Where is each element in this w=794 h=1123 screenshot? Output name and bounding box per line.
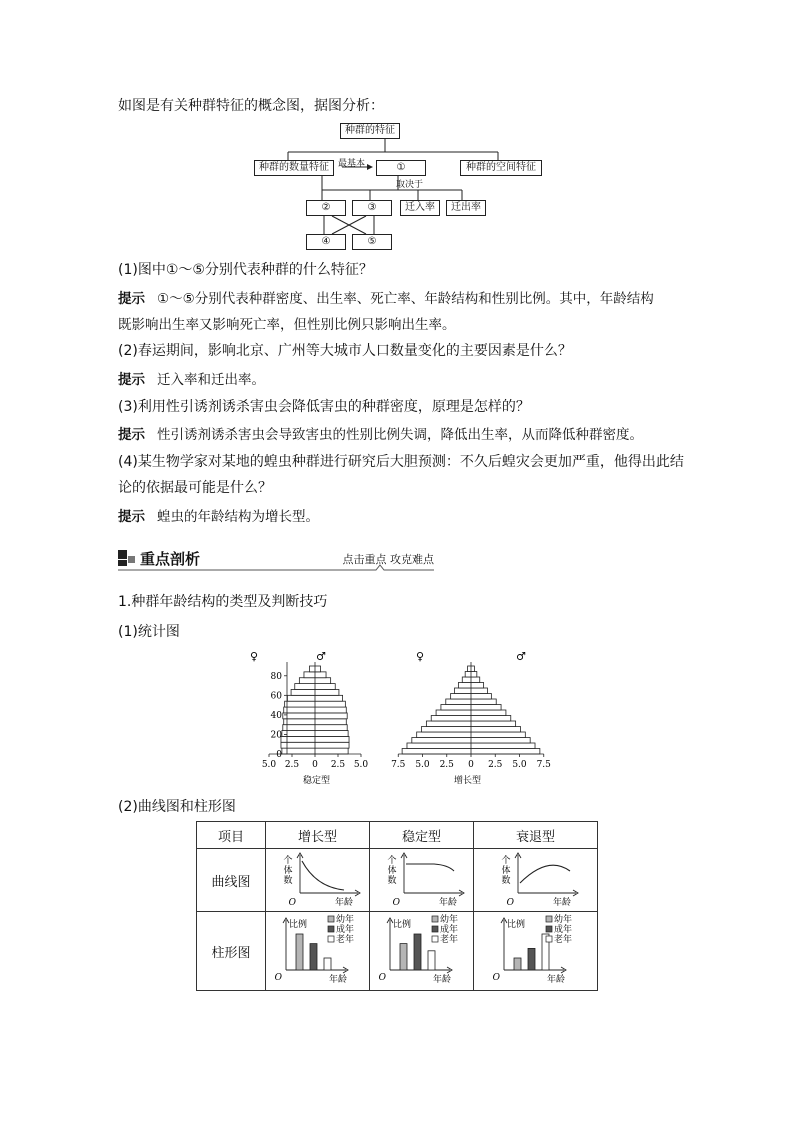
curve-x-label: 年龄 <box>552 898 571 907</box>
concept-quantity-box: 种群的数量特征 <box>254 160 334 176</box>
answer-3-text: 性引诱剂诱杀害虫会导致害虫的性别比例失调，降低出生率，从而降低种群密度。 <box>157 427 643 443</box>
bar-x-label: 年龄 <box>328 975 347 985</box>
bar-old <box>428 951 435 970</box>
concept-box-3: ③ <box>352 200 392 216</box>
legend-label-young: 幼年 <box>335 915 354 925</box>
legend-label-old: 老年 <box>439 935 458 945</box>
subheading-stat-chart: (1)统计图 <box>118 624 180 640</box>
table-row-bar-label: 柱形图 <box>197 912 266 991</box>
curve-x-label: 年龄 <box>438 898 457 907</box>
bar-adult <box>310 944 317 970</box>
legend-swatch-adult <box>328 926 334 932</box>
answer-2-text: 迁入率和迁出率。 <box>157 372 265 388</box>
table-row-curve-label: 曲线图 <box>197 849 266 912</box>
bar-old <box>324 958 331 970</box>
stable-x-tick-label: 5.0 <box>261 760 277 770</box>
question-2: (2)春运期间，影响北京、广州等大城市人口数量变化的主要因素是什么？ <box>118 343 572 359</box>
hint-label: 提示 <box>118 509 145 525</box>
curve-chart-stable <box>372 849 472 907</box>
answer-1-line1 <box>118 289 654 309</box>
growth-x-tick-label: 7.5 <box>536 760 551 770</box>
growth-caption: 增长型 <box>454 776 482 786</box>
growth-x-tick-label: 2.5 <box>488 760 503 770</box>
bar-cell-stable <box>370 912 474 991</box>
bar-origin: O <box>274 973 282 983</box>
stable-x-tick-label: 0 <box>312 760 318 770</box>
legend-swatch-young <box>432 916 438 922</box>
stable-male-symbol: ♂ <box>316 650 326 663</box>
answer-4-text: 蝗虫的年龄结构为增长型。 <box>157 509 319 525</box>
bar-young <box>514 958 521 970</box>
curve-chart-decline <box>486 849 586 907</box>
legend-label-young: 幼年 <box>553 915 572 925</box>
age-structure-table <box>196 821 598 991</box>
section-underline <box>118 548 434 574</box>
bar-cell-growth <box>266 912 370 991</box>
concept-map <box>250 120 550 252</box>
curve-y-label: 数 <box>500 876 511 886</box>
answer-1-text: ①～⑤分别代表种群密度、出生率、死亡率、年龄结构和性别比例。其中，年龄结构 <box>157 291 654 307</box>
curve-y-label: 数 <box>282 876 293 886</box>
bar-adult <box>414 934 421 970</box>
legend-swatch-young <box>328 916 334 922</box>
bar-chart-stable <box>372 912 472 986</box>
legend-label-young: 幼年 <box>439 915 458 925</box>
age-pyramid-charts <box>228 646 558 786</box>
table-header-decline: 衰退型 <box>474 822 598 849</box>
question-3: (3)利用性引诱剂诱杀害虫会降低害虫的种群密度，原理是怎样的？ <box>118 399 530 415</box>
legend-swatch-old <box>432 936 438 942</box>
question-1: (1)图中①～⑤分别代表种群的什么特征？ <box>118 262 373 278</box>
curve-line-growth <box>302 861 344 890</box>
legend-label-adult: 成年 <box>439 925 458 935</box>
bar-origin: O <box>378 973 386 983</box>
stable-x-tick-label: 2.5 <box>330 760 346 770</box>
section-title: 重点剖析 <box>140 550 201 568</box>
stable-y-tick-label: 80 <box>270 671 282 682</box>
bar-chart-decline <box>486 912 586 986</box>
concept-spatial-box: 种群的空间特征 <box>460 160 542 176</box>
stable-x-tick-label: 2.5 <box>284 760 300 770</box>
table-header-growth: 增长型 <box>266 822 370 849</box>
curve-line-stable <box>406 864 454 871</box>
bar-cell-decline <box>474 912 598 991</box>
bar-young <box>296 934 303 970</box>
legend-label-old: 老年 <box>335 935 354 945</box>
concept-box-4: ④ <box>306 234 346 250</box>
table-header-stable: 稳定型 <box>370 822 474 849</box>
curve-cell-growth <box>266 849 370 912</box>
answer-1-line2: 既影响出生率又影响死亡率，但性别比例只影响出生率。 <box>118 317 456 333</box>
growth-female-symbol: ♀ <box>416 650 425 663</box>
growth-x-tick-label: 5.0 <box>415 760 430 770</box>
curve-chart-growth <box>268 849 368 907</box>
legend-swatch-adult <box>432 926 438 932</box>
intro-text: 如图是有关种群特征的概念图，据图分析： <box>118 98 384 114</box>
curve-y-label: 数 <box>386 876 397 886</box>
legend-label-adult: 成年 <box>335 925 354 935</box>
table-header-item: 项目 <box>197 822 266 849</box>
curve-origin: O <box>506 898 514 907</box>
legend-swatch-adult <box>546 926 552 932</box>
answer-2 <box>118 370 265 390</box>
stable-caption: 稳定型 <box>303 776 331 786</box>
bar-origin: O <box>492 973 500 983</box>
growth-x-tick-label: 5.0 <box>512 760 527 770</box>
curve-y-label: 体 <box>386 866 397 876</box>
growth-x-tick-label: 2.5 <box>439 760 454 770</box>
concept-arrow-label: 最基本 <box>338 159 366 169</box>
bar-x-label: 年龄 <box>546 975 565 985</box>
hint-label: 提示 <box>118 291 145 307</box>
concept-center-box: ① <box>376 160 426 176</box>
bar-adult <box>528 948 535 970</box>
section-header <box>118 548 434 570</box>
concept-box-5: ⑤ <box>352 234 392 250</box>
hint-label: 提示 <box>118 372 145 388</box>
legend-swatch-old <box>546 936 552 942</box>
legend-label-adult: 成年 <box>553 925 572 935</box>
bar-y-label: 比例 <box>288 920 307 930</box>
answer-4 <box>118 507 319 527</box>
stable-y-tick-label: 60 <box>270 691 282 702</box>
concept-emigration-box: 迁出率 <box>446 200 486 216</box>
growth-male-symbol: ♂ <box>516 650 526 663</box>
curve-y-label: 体 <box>500 866 511 876</box>
legend-swatch-old <box>328 936 334 942</box>
answer-3 <box>118 425 643 445</box>
concept-box-2: ② <box>306 200 346 216</box>
concept-immigration-box: 迁入率 <box>400 200 440 216</box>
curve-line-decline <box>520 865 570 883</box>
bar-chart-growth <box>268 912 368 986</box>
growth-x-tick-label: 7.5 <box>391 760 406 770</box>
legend-label-old: 老年 <box>553 935 572 945</box>
curve-origin: O <box>392 898 400 907</box>
curve-y-label: 个 <box>386 856 397 866</box>
bar-y-label: 比例 <box>392 920 411 930</box>
bar-young <box>400 944 407 970</box>
curve-cell-decline <box>474 849 598 912</box>
subheading-curve-bar: (2)曲线图和柱形图 <box>118 799 236 815</box>
curve-y-label: 个 <box>282 856 293 866</box>
curve-origin: O <box>288 898 296 907</box>
curve-cell-stable <box>370 849 474 912</box>
stable-y-tick-label: 0 <box>276 750 282 760</box>
legend-swatch-young <box>546 916 552 922</box>
growth-x-tick-label: 0 <box>468 760 474 770</box>
curve-y-label: 体 <box>282 866 293 876</box>
bar-y-label: 比例 <box>506 920 525 930</box>
concept-depends-label: 取决于 <box>396 180 424 190</box>
question-4-line2: 论的依据最可能是什么？ <box>118 480 272 496</box>
stable-x-tick-label: 5.0 <box>353 760 369 770</box>
hint-label: 提示 <box>118 427 145 443</box>
curve-x-label: 年龄 <box>334 898 353 907</box>
concept-top-box: 种群的特征 <box>340 123 400 139</box>
question-4-line1: (4)某生物学家对某地的蝗虫种群进行研究后大胆预测：不久后蝗灾会更加严重，他得出此结 <box>118 454 684 470</box>
bar-x-label: 年龄 <box>432 975 451 985</box>
section-subtitle: 点击重点 攻克难点 <box>342 553 434 566</box>
stable-female-symbol: ♀ <box>250 650 259 663</box>
stable-y-tick-label: 20 <box>270 730 282 741</box>
point-1-title: 1.种群年龄结构的类型及判断技巧 <box>118 594 328 610</box>
curve-y-label: 个 <box>500 856 511 866</box>
stable-y-tick-label: 40 <box>270 710 282 721</box>
